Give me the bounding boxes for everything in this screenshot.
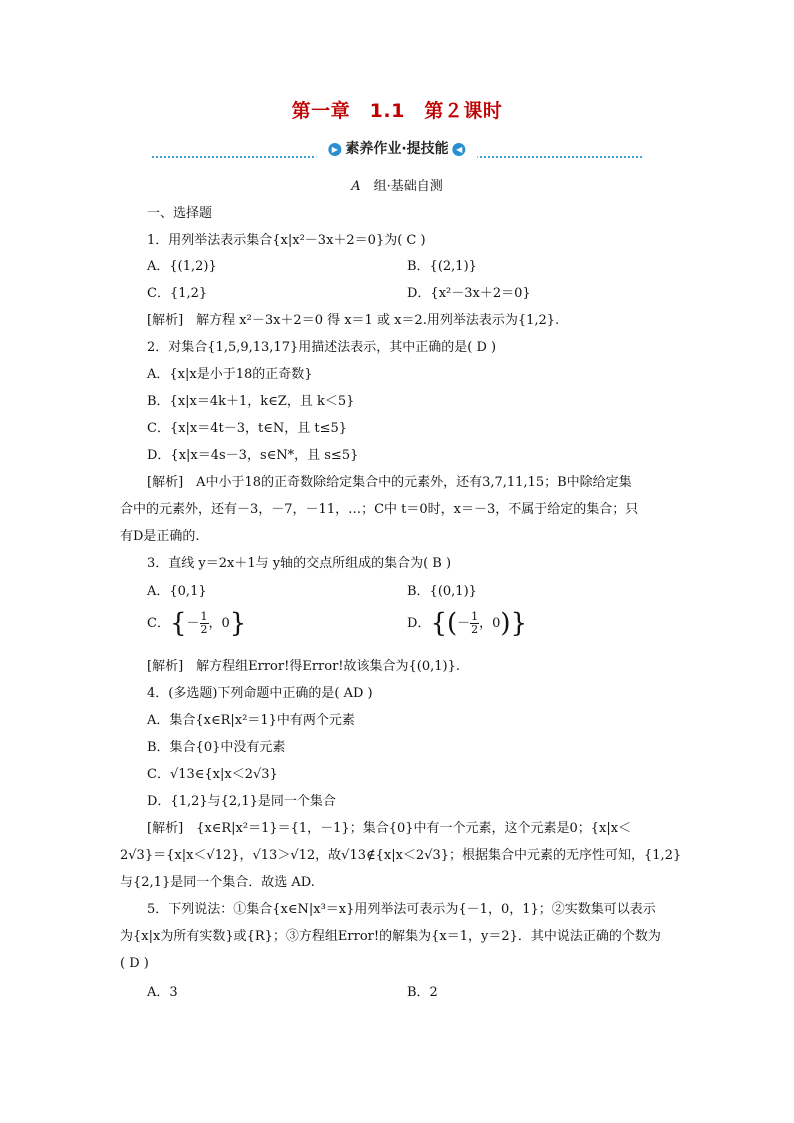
minus-sign: － <box>186 616 200 631</box>
question-1: 1．用列举法表示集合{x|x²－3x＋2＝0}为( C ) <box>147 233 426 248</box>
option-d-prefix: D． <box>407 616 431 631</box>
q2-option-c: C．{x|x＝4t－3，t∈N，且 t≤5} <box>147 421 348 436</box>
q5-option-a: A．3 <box>147 985 178 1000</box>
question-5-line-1: 5．下列说法：①集合{x∈N|x³＝x}用列举法可表示为{－1，0，1}；②实数集可以表示 <box>147 902 656 917</box>
section-banner <box>152 138 642 160</box>
q2-option-b: B．{x|x＝4k＋1，k∈Z，且 k＜5} <box>147 394 355 409</box>
q4-option-d: D．{1,2}与{2,1}是同一个集合 <box>147 794 336 809</box>
q2-analysis-line-1: [解析] A中小于18的正奇数除给定集合中的元素外，还有3,7,11,15；B中除给定集 <box>147 475 632 490</box>
question-2: 2．对集合{1,5,9,13,17}用描述法表示，其中正确的是( D ) <box>147 340 497 355</box>
q4-analysis-line-1: [解析] {x∈R|x²＝1}＝{1，－1}；集合{0}中有一个元素，这个元素是0；{x|x＜ <box>147 821 632 836</box>
q5-option-b: B．2 <box>407 985 438 1000</box>
q1-option-a: A．{(1,2)} <box>147 259 217 274</box>
back-icon: ◀ <box>453 143 466 156</box>
option-c-prefix: C． <box>147 616 170 631</box>
question-5-answer: ( D ) <box>120 956 149 971</box>
group-heading <box>0 175 794 194</box>
q2-option-a: A．{x|x是小于18的正奇数} <box>147 367 313 382</box>
banner-label <box>316 138 477 158</box>
q4-option-b: B．集合{0}中没有元素 <box>147 740 286 755</box>
right-brace: } <box>229 608 247 639</box>
fraction-numerator: 1 <box>200 610 208 623</box>
q1-option-d: D．{x²－3x＋2＝0} <box>407 286 531 301</box>
fraction <box>200 611 209 636</box>
q2-analysis-line-3: 有D是正确的. <box>120 529 200 544</box>
question-5-line-2: 为{x|x为所有实数}或{R}；③方程组Error!的解集为{x＝1，y＝2}．其中说法正确的个数为 <box>120 929 661 944</box>
question-3: 3．直线 y＝2x＋1与 y轴的交点所组成的集合为( B ) <box>147 556 452 571</box>
q1-analysis: [解析] 解方程 x²－3x＋2＝0 得 x＝1 或 x＝2.用列举法表示为{1,2}. <box>147 313 560 328</box>
q3-analysis: [解析] 解方程组Error!得Error!故该集合为{(0,1)}. <box>147 659 461 674</box>
q3-option-d <box>407 609 527 639</box>
q4-option-a: A．集合{x∈R|x²＝1}中有两个元素 <box>147 713 355 728</box>
minus-sign: － <box>457 616 471 631</box>
option-c-tail: ，0 <box>208 616 230 631</box>
right-brace: )} <box>500 608 528 639</box>
part-heading: 一、选择题 <box>147 206 213 221</box>
q1-option-b: B．{(2,1)} <box>407 259 477 274</box>
fraction <box>470 611 479 636</box>
q3-option-a: A．{0,1} <box>147 584 207 599</box>
q1-option-c: C．{1,2} <box>147 286 208 301</box>
q4-analysis-line-2: 2√3}＝{x|x＜√12}，√13＞√12，故√13∉{x|x＜2√3}；根据集合中元素的无序性可知，{1,2} <box>120 848 682 863</box>
fraction-denominator: 2 <box>200 623 208 636</box>
group-title: 组·基础自测 <box>373 179 443 194</box>
q4-analysis-line-3: 与{2,1}是同一个集合．故选 AD. <box>120 875 315 890</box>
q2-option-d: D．{x|x＝4s－3，s∈N*，且 s≤5} <box>147 448 359 463</box>
left-brace: {( <box>430 608 458 639</box>
q3-option-b: B．{(0,1)} <box>407 584 477 599</box>
q3-option-c <box>147 609 246 639</box>
question-4: 4．(多选题)下列命题中正确的是( AD ) <box>147 686 373 701</box>
fraction-denominator: 2 <box>471 623 479 636</box>
group-letter: A <box>351 179 361 194</box>
q2-analysis-line-2: 合中的元素外，还有－3，－7，－11，…；C中 t＝0时，x＝－3，不属于给定的集合；只 <box>120 502 639 517</box>
banner-text: 素养作业·提技能 <box>345 141 449 157</box>
option-d-tail: ，0 <box>479 616 501 631</box>
fraction-numerator: 1 <box>471 610 479 623</box>
play-icon: ▶ <box>328 143 341 156</box>
left-brace: { <box>169 608 187 639</box>
page-title: 第一章 1.1 第２课时 <box>291 100 503 122</box>
q4-option-c: C．√13∈{x|x＜2√3} <box>147 767 278 782</box>
